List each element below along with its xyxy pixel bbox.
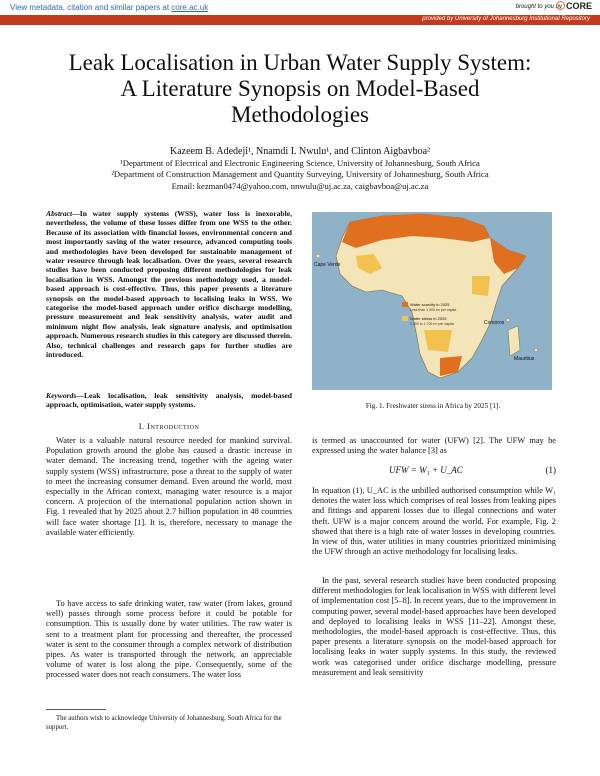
title-line-2: A Literature Synopsis on Model-Based — [120, 76, 480, 101]
keywords — [46, 391, 292, 410]
abstract — [46, 209, 292, 360]
keywords-text: —Leak localisation, leak sensitivity analysis, model-based approach, optimisation, water supply systems. — [46, 391, 292, 410]
authors: Kazeem B. Adedeji¹, Nnamdi I. Nwulu¹, and Clinton Aigbavboa² — [169, 146, 431, 157]
section-heading-introduction: I. Introduction — [138, 422, 200, 431]
core-logo[interactable] — [556, 1, 592, 11]
equation-body: UFW = W₁ + U_AC — [389, 465, 463, 475]
footnote-rule — [46, 709, 106, 710]
equation-number: (1) — [545, 465, 556, 475]
africa-water-stress-map — [312, 212, 552, 390]
right-paragraph-3: In the past, several research studies have been conducted proposing different methodologies for leak localisation in WSS with different level of implementation cost [5–8]. In recent years, due to the improvement in computing power, several model-based approaches have been developed and deployed to localising leaks in WSS [11–22]. Amongst these, methodologies, the model-based approach is cost-effective. Thus, this paper presents a literature synopsis on the model-based approach for localising leaks in water supply systems. In this study, the reviewed work was categorised under orifice discharge modelling, pressure measurement and leak sensitivity — [312, 576, 556, 677]
affiliation-1: ¹Department of Electrical and Electronic Engineering Science, University of Johannesburg, South Africa — [120, 158, 480, 168]
mauritius-label: Mauritius — [514, 356, 535, 362]
core-link[interactable]: core.ac.uk — [171, 3, 209, 12]
legend-stress-label: Water stress in 2025 — [410, 316, 447, 321]
brought-by-text: brought to you by — [515, 4, 562, 10]
southern-africa-stress — [424, 330, 452, 352]
provider-bar — [0, 15, 600, 25]
comoros-marker — [506, 318, 509, 321]
email-line: Email: kezman0474@yahoo.com, nnwulu@uj.ac.za, caigbavboa@uj.ac.za — [171, 181, 429, 191]
acknowledgement-footnote: The authors wish to acknowledge University of Johannesburg, South Africa for the support. — [46, 715, 282, 731]
metadata-link-text[interactable] — [10, 3, 208, 12]
intro-paragraph-1: Water is a valuable natural resource needed for mankind survival. Population growth around the globe has caused a drastic increase in water demand. The increasing trend, together with the ageing water supply system (WSS) infrastructure, pose a threat to the supply of water to meet the increasing consumer demand. Even around the world, most especially in the African context, managing water resource is a major concern. A projection of the international population action shown in Fig. 1 revealed that by 2025 about 2.7 billion population in 48 countries will face water shortage [1]. It is, therefore, necessary to manage the available water efficiently. — [46, 436, 292, 537]
cape-verde-label: Cape Verde — [314, 262, 341, 268]
cape-verde-marker — [316, 254, 320, 258]
paper-title — [30, 50, 570, 128]
legend-scarcity-swatch — [402, 302, 408, 307]
east-africa-stress — [472, 276, 490, 296]
legend-stress-swatch — [402, 316, 408, 321]
abstract-text: —In water supply systems (WSS), water loss is inexorable, nevertheless, the volume of these losses differ from one WSS to the other. Because of its association with financial losses, environmental concern and most importantly saving of the water resource, advanced computing tools and methodologies have been developed for sustainable management of water resource through leak localisation. Over the years, several research studies have been conducted proposing different methodologies for leak localisation in WSS. Amongst the previous methodology used, a model-based approach is cost-effective. Thus, this paper presents a literature synopsis on the model-based approach to localising leaks in WSS. We categorise the model-based approach under orifice discharge modelling, pressure measurement and leak sensitivity analysis, water audit and minimum night flow analysis, leak signature analysis, and optimisation approach. Numerous research studies in this category are discussed therein. Also, technical challenges and research gaps for further studies are introduced. — [46, 209, 292, 360]
intro-paragraph-2: To have access to safe drinking water, raw water (from lakes, ground well) passes through some process before it could be potable for consumption. This is usually done by water utilities. The raw water is sent to a treatment plant for processing and thereafter, the processed water is sent to the consumer through a complex network of distribution pipes. As water is transported through the network, an appreciable volume of water is lost along the pipe. Consequently, some of the processed water does not reach consumers. The water loss — [46, 599, 292, 680]
core-logo-icon — [556, 1, 565, 10]
core-logo-label: CORE — [565, 1, 592, 11]
affiliation-2: ²Department of Construction Management and Quantity Surveying, University of Johannesburg, South Africa — [111, 169, 489, 179]
right-paragraph-2: In equation (1), U_AC is the unbilled authorised consumption while W₁ denotes the water loss which comprises of real losses from leaking pipes and fittings and apparent losses due to illegal connections and water theft. UFW is a major concern around the world. For example, Fig. 2 showed that there is a high rate of water losses in developing countries. In view of this, water utilities in many countries prioritized minimising the UFW through an active methodology for localising leaks. — [312, 486, 556, 557]
figure-1-caption: Fig. 1. Freshwater stress in Africa by 2025 [1]. — [365, 402, 501, 410]
right-paragraph-1: is termed as unaccounted for water (UFW) [2]. The UFW may be expressed using the water balance [3] as — [312, 436, 556, 456]
comoros-label: Comoros — [484, 320, 505, 326]
abstract-label: Abstract — [46, 209, 73, 218]
title-line-3: Methodologies — [231, 102, 369, 127]
legend-stress-sub: 1 000 to 1 700 m³ per capita — [410, 322, 454, 326]
legend-scarcity-label: Water scarcity in 2025 — [410, 302, 450, 307]
title-line-1: Leak Localisation in Urban Water Supply System: — [68, 50, 532, 75]
banner-left-text: View metadata, citation and similar papers at — [10, 3, 170, 12]
legend-scarcity-sub: Less than 1 000 m³ per capita — [410, 308, 457, 312]
mauritius-marker — [534, 348, 537, 351]
keywords-label: Keywords — [46, 391, 77, 400]
provided-by-text: provided by University of Johannesburg Institutional Repository — [422, 16, 590, 22]
